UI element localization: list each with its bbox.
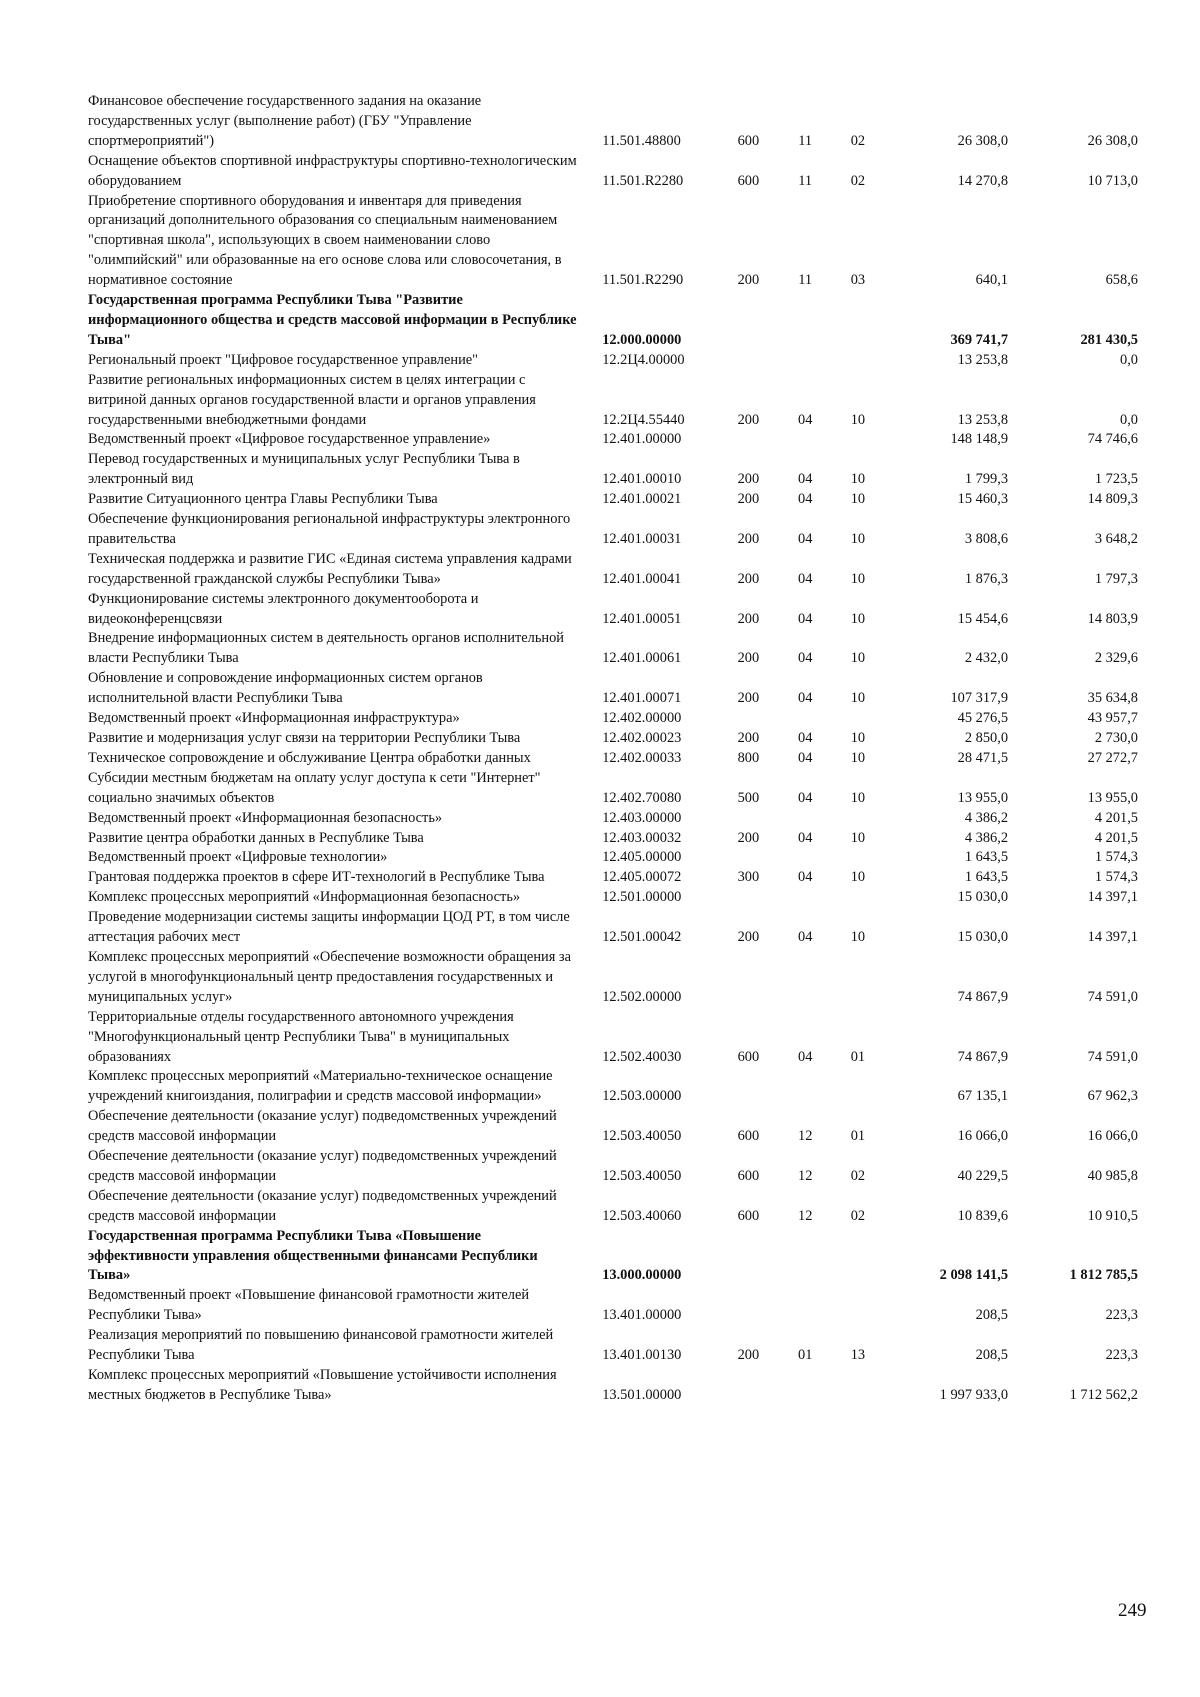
row-code: 12.403.00000 (602, 809, 682, 826)
row-subsection (832, 948, 884, 1008)
row-code: 12.503.40050 (602, 1128, 682, 1145)
row-name: Территориальные отделы государственного автономного учреждения "Многофункциональный центр Республики Тыва" в муниципальных образованиях (88, 1008, 514, 1065)
row-code: 12.503.40060 (602, 1207, 682, 1224)
row-section: 04 (798, 570, 813, 587)
row-section (778, 430, 832, 450)
row-expense-type (718, 351, 778, 371)
row-sum-year1: 369 741,7 (950, 331, 1009, 348)
row-sum-year1: 13 955,0 (957, 789, 1009, 806)
row-code: 11.501.R2290 (602, 272, 684, 289)
row-subsection: 10 (850, 491, 866, 508)
row-code: 12.2Ц4.55440 (602, 411, 685, 428)
row-sum-year1: 45 276,5 (957, 710, 1009, 727)
row-sum-year2: 0,0 (1120, 351, 1138, 368)
row-code: 12.502.40030 (602, 1048, 682, 1065)
row-subsection: 10 (850, 789, 866, 806)
row-sum-year1: 28 471,5 (957, 749, 1009, 766)
row-name: Государственная программа Республики Тыва "Развитие информационного общества и средств массовой информации в Республике Тыва" (88, 292, 577, 348)
table-row (88, 709, 1138, 729)
table-row (88, 829, 1138, 849)
row-section (778, 1366, 832, 1406)
row-section: 04 (798, 690, 813, 707)
row-section: 11 (798, 272, 813, 289)
row-expense-type: 200 (737, 570, 760, 587)
row-sum-year1: 15 030,0 (957, 929, 1009, 946)
row-sum-year2: 10 910,5 (1087, 1207, 1138, 1224)
row-subsection: 02 (850, 172, 866, 189)
row-code: 11.501.R2280 (602, 172, 684, 189)
row-sum-year2: 223,3 (1105, 1307, 1138, 1324)
row-section: 12 (798, 1207, 813, 1224)
table-row (88, 1187, 1138, 1227)
row-code: 11.501.48800 (602, 132, 681, 149)
row-section: 04 (798, 491, 813, 508)
row-sum-year1: 2 432,0 (964, 650, 1009, 667)
row-section: 04 (798, 650, 813, 667)
row-expense-type: 200 (737, 471, 760, 488)
row-section: 04 (798, 829, 813, 846)
row-section: 11 (798, 172, 813, 189)
row-subsection: 10 (850, 749, 866, 766)
row-name: Техническое сопровождение и обслуживание Центра обработки данных (88, 749, 531, 766)
row-subsection: 10 (850, 411, 866, 428)
row-subsection: 02 (850, 132, 866, 149)
row-subsection (832, 1286, 884, 1326)
row-sum-year1: 107 317,9 (950, 690, 1009, 707)
row-expense-type (718, 1227, 778, 1287)
row-sum-year2: 1 723,5 (1094, 471, 1138, 488)
row-name: Перевод государственных и муниципальных услуг Республики Тыва в электронный вид (88, 451, 520, 488)
row-code: 12.402.00000 (602, 710, 682, 727)
row-expense-type: 600 (737, 172, 760, 189)
table-row (88, 769, 1138, 809)
row-sum-year2: 2 329,6 (1094, 650, 1138, 667)
row-name: Субсидии местным бюджетам на оплату услуг доступа к сети "Интернет" социально значимых объектов (88, 769, 541, 806)
row-expense-type: 200 (737, 730, 760, 746)
row-name: Проведение модернизации системы защиты информации ЦОД РТ, в том числе аттестация рабочих мест (88, 909, 570, 946)
row-sum-year2: 14 397,1 (1087, 889, 1138, 906)
row-name: Приобретение спортивного оборудования и инвентаря для приведения организаций дополнительного образования со специальным наименованием "спортивная школа", использующих в своем наименовании слово "олимпийский" или образованные на его основе слова или словосочетания, в нормативное состояние (88, 192, 562, 289)
row-sum-year2: 658,6 (1105, 272, 1138, 289)
table-row (88, 868, 1138, 888)
row-section: 04 (798, 789, 813, 806)
row-section (778, 848, 832, 868)
row-sum-year1: 3 808,6 (964, 530, 1009, 547)
row-sum-year2: 0,0 (1120, 411, 1138, 428)
row-expense-type: 600 (737, 1207, 760, 1224)
row-subsection: 10 (850, 650, 866, 667)
row-sum-year2: 13 955,0 (1087, 789, 1138, 806)
row-expense-type: 200 (737, 610, 760, 627)
row-sum-year2: 4 201,5 (1094, 809, 1138, 826)
row-subsection: 10 (850, 730, 866, 746)
row-name: Региональный проект "Цифровое государственное управление" (88, 351, 479, 368)
row-expense-type: 200 (737, 1347, 760, 1364)
row-expense-type: 600 (737, 132, 760, 149)
row-sum-year2: 14 803,9 (1087, 610, 1138, 627)
table-row (88, 749, 1138, 769)
row-subsection (832, 888, 884, 908)
row-section (778, 291, 832, 351)
row-subsection: 02 (850, 1167, 866, 1184)
row-sum-year1: 15 030,0 (957, 889, 1009, 906)
row-name: Ведомственный проект «Повышение финансовой грамотности жителей Республики Тыва» (88, 1287, 530, 1324)
row-section (778, 1067, 832, 1107)
row-sum-year2: 14 397,1 (1087, 929, 1138, 946)
row-sum-year1: 15 454,6 (957, 610, 1009, 627)
row-sum-year1: 4 386,2 (964, 809, 1009, 826)
row-sum-year1: 15 460,3 (957, 491, 1009, 508)
row-code: 12.000.00000 (602, 331, 682, 348)
row-name: Реализация мероприятий по повышению финансовой грамотности жителей Республики Тыва (88, 1327, 554, 1364)
row-subsection: 10 (850, 829, 866, 846)
row-name: Финансовое обеспечение государственного задания на оказание государственных услуг (выполнение работ) (ГБУ "Управление спортмероприятий") (88, 93, 482, 149)
row-code: 12.503.40050 (602, 1167, 682, 1184)
row-name: Ведомственный проект «Цифровые технологии» (88, 849, 388, 866)
row-expense-type: 200 (737, 829, 760, 846)
program-row (88, 291, 1138, 351)
row-sum-year2: 223,3 (1105, 1347, 1138, 1364)
row-name: Оснащение объектов спортивной инфраструктуры спортивно-технологическим оборудованием (88, 152, 577, 189)
program-row (88, 1227, 1138, 1287)
table-row (88, 1286, 1138, 1326)
row-subsection: 13 (850, 1347, 866, 1364)
row-name: Ведомственный проект «Цифровое государственное управление» (88, 431, 491, 448)
table-row (88, 1067, 1138, 1107)
row-code: 13.401.00000 (602, 1307, 682, 1324)
table-row (88, 351, 1138, 371)
row-code: 12.501.00042 (602, 929, 682, 946)
budget-table-body (88, 92, 1138, 1406)
row-sum-year1: 74 867,9 (957, 1048, 1009, 1065)
row-code: 12.401.00010 (602, 471, 682, 488)
row-sum-year2: 1 574,3 (1094, 869, 1138, 886)
row-section: 01 (798, 1347, 813, 1364)
row-subsection: 10 (850, 929, 866, 946)
table-row (88, 590, 1138, 630)
row-name: Ведомственный проект «Информационная инфраструктура» (88, 710, 460, 727)
row-section: 04 (798, 411, 813, 428)
row-sum-year2: 43 957,7 (1087, 710, 1138, 727)
row-expense-type: 600 (737, 1128, 760, 1145)
row-sum-year1: 14 270,8 (957, 172, 1009, 189)
row-sum-year2: 27 272,7 (1087, 749, 1138, 766)
row-code: 13.000.00000 (602, 1267, 682, 1284)
row-expense-type (718, 1067, 778, 1107)
row-section: 04 (798, 610, 813, 627)
row-sum-year1: 2 098 141,5 (939, 1267, 1009, 1284)
row-subsection (832, 709, 884, 729)
row-code: 12.405.00000 (602, 849, 682, 866)
row-name: Комплекс процессных мероприятий «Информационная безопасность» (88, 889, 521, 906)
row-name: Комплекс процессных мероприятий «Материально-техническое оснащение учреждений книгоиздания, полиграфии и средств массовой информации» (88, 1068, 553, 1105)
row-subsection: 10 (850, 530, 866, 547)
row-subsection: 10 (850, 610, 866, 627)
row-code: 12.401.00000 (602, 431, 682, 448)
row-expense-type: 600 (737, 1048, 760, 1065)
row-subsection (832, 1227, 884, 1287)
row-expense-type (718, 430, 778, 450)
table-row (88, 1326, 1138, 1366)
row-subsection: 10 (850, 471, 866, 488)
row-name: Функционирование системы электронного документооборота и видеоконференцсвязи (88, 590, 479, 627)
row-code: 12.402.70080 (602, 789, 682, 806)
table-row (88, 92, 1138, 152)
row-code: 12.401.00051 (602, 610, 682, 627)
row-subsection: 01 (850, 1128, 866, 1145)
row-section: 04 (798, 869, 813, 886)
row-sum-year1: 208,5 (975, 1307, 1009, 1324)
row-name: Обеспечение деятельности (оказание услуг) подведомственных учреждений средств массовой информации (88, 1187, 557, 1224)
row-code: 12.402.00033 (602, 749, 682, 766)
row-section: 04 (798, 471, 813, 488)
table-row (88, 1107, 1138, 1147)
table-row (88, 152, 1138, 192)
row-sum-year2: 281 430,5 (1080, 331, 1138, 348)
row-sum-year1: 13 253,8 (957, 411, 1009, 428)
row-expense-type: 600 (737, 1167, 760, 1184)
table-row (88, 908, 1138, 948)
table-row (88, 550, 1138, 590)
row-name: Развитие Ситуационного центра Главы Республики Тыва (88, 491, 438, 508)
row-name: Комплекс процессных мероприятий «Обеспечение возможности обращения за услугой в многофункциональный центр предоставления государственных и муниципальных услуг» (88, 948, 572, 1005)
row-sum-year2: 35 634,8 (1087, 690, 1138, 707)
row-expense-type: 200 (737, 929, 760, 946)
row-name: Развитие центра обработки данных в Республике Тыва (88, 829, 424, 846)
row-expense-type (718, 1366, 778, 1406)
row-sum-year1: 1 997 933,0 (939, 1386, 1009, 1403)
table-row (88, 629, 1138, 669)
row-expense-type (718, 948, 778, 1008)
row-section (778, 948, 832, 1008)
row-sum-year2: 74 591,0 (1087, 988, 1138, 1005)
table-row (88, 371, 1138, 431)
table-row (88, 809, 1138, 829)
row-subsection: 10 (850, 570, 866, 587)
row-section (778, 351, 832, 371)
row-subsection (832, 430, 884, 450)
row-code: 12.401.00061 (602, 650, 682, 667)
row-sum-year2: 14 809,3 (1087, 491, 1138, 508)
row-code: 12.502.00000 (602, 988, 682, 1005)
row-section: 04 (798, 929, 813, 946)
row-section: 04 (798, 1048, 813, 1065)
row-subsection (832, 351, 884, 371)
row-sum-year2: 16 066,0 (1087, 1128, 1138, 1145)
row-sum-year1: 1 643,5 (964, 849, 1009, 866)
table-row (88, 490, 1138, 510)
row-sum-year1: 148 148,9 (950, 431, 1009, 448)
row-name: Обеспечение функционирования региональной инфраструктуры электронного правительства (88, 511, 571, 547)
row-expense-type: 200 (737, 690, 760, 707)
row-code: 12.401.00031 (602, 530, 682, 547)
row-sum-year2: 1 712 562,2 (1069, 1386, 1138, 1403)
row-sum-year2: 3 648,2 (1094, 530, 1138, 547)
budget-table-page (88, 92, 1138, 1406)
row-section: 04 (798, 530, 813, 547)
row-expense-type (718, 848, 778, 868)
row-expense-type: 200 (737, 530, 760, 547)
row-sum-year2: 1 574,3 (1094, 849, 1138, 866)
row-code: 12.402.00023 (602, 730, 682, 746)
row-code: 12.403.00032 (602, 829, 682, 846)
page-number: 249 (1118, 1600, 1147, 1621)
table-row (88, 1366, 1138, 1406)
table-row (88, 669, 1138, 709)
row-section: 11 (798, 132, 813, 149)
row-section (778, 709, 832, 729)
row-code: 13.501.00000 (602, 1386, 682, 1403)
row-sum-year1: 4 386,2 (964, 829, 1009, 846)
budget-table (88, 92, 1138, 1406)
row-subsection (832, 1067, 884, 1107)
row-code: 12.501.00000 (602, 889, 682, 906)
row-sum-year1: 1 799,3 (964, 471, 1009, 488)
row-expense-type: 200 (737, 411, 760, 428)
row-sum-year2: 1 797,3 (1094, 570, 1138, 587)
row-code: 12.405.00072 (602, 869, 682, 886)
table-row (88, 192, 1138, 292)
table-row (88, 1008, 1138, 1068)
row-code: 12.2Ц4.00000 (602, 351, 685, 368)
table-row (88, 430, 1138, 450)
row-sum-year2: 10 713,0 (1087, 172, 1138, 189)
row-sum-year1: 16 066,0 (957, 1128, 1009, 1145)
row-subsection: 02 (850, 1207, 866, 1224)
row-name: Обновление и сопровождение информационных систем органов исполнительной власти Республики Тыва (88, 670, 483, 707)
row-code: 13.401.00130 (602, 1347, 682, 1364)
row-sum-year2: 74 746,6 (1087, 431, 1138, 448)
table-row (88, 450, 1138, 490)
row-name: Обеспечение деятельности (оказание услуг) подведомственных учреждений средств массовой информации (88, 1148, 557, 1184)
row-sum-year1: 1 643,5 (964, 869, 1009, 886)
table-row (88, 848, 1138, 868)
row-sum-year1: 2 850,0 (964, 730, 1009, 746)
row-code: 12.401.00021 (602, 491, 682, 508)
row-subsection: 03 (850, 272, 866, 289)
row-expense-type: 200 (737, 272, 760, 289)
row-sum-year2: 26 308,0 (1087, 132, 1138, 149)
row-section (778, 888, 832, 908)
row-section (778, 809, 832, 829)
row-expense-type (718, 888, 778, 908)
row-subsection (832, 809, 884, 829)
table-row (88, 510, 1138, 550)
row-section: 12 (798, 1167, 813, 1184)
row-code: 12.401.00071 (602, 690, 682, 707)
row-sum-year1: 40 229,5 (957, 1167, 1009, 1184)
row-subsection: 10 (850, 690, 866, 707)
row-expense-type (718, 1286, 778, 1326)
row-sum-year1: 208,5 (975, 1347, 1009, 1364)
row-sum-year2: 40 985,8 (1087, 1167, 1138, 1184)
row-subsection: 10 (850, 869, 866, 886)
row-expense-type (718, 809, 778, 829)
row-expense-type (718, 291, 778, 351)
row-sum-year1: 26 308,0 (957, 132, 1009, 149)
table-row (88, 1147, 1138, 1187)
row-subsection (832, 848, 884, 868)
row-section: 04 (798, 749, 813, 766)
row-expense-type: 500 (737, 789, 760, 806)
row-expense-type: 300 (737, 869, 760, 886)
row-name: Комплекс процессных мероприятий «Повышение устойчивости исполнения местных бюджетов в Республике Тыва» (88, 1367, 557, 1403)
row-sum-year2: 2 730,0 (1094, 730, 1138, 746)
row-name: Развитие региональных информационных систем в целях интеграции с витриной данных органов государственной власти и органов управления государственными внебюджетными фондами (88, 371, 536, 428)
row-name: Техническая поддержка и развитие ГИС «Единая система управления кадрами государственной гражданской службы Республики Тыва» (88, 550, 572, 587)
row-name: Развитие и модернизация услуг связи на территории Республики Тыва (88, 730, 521, 746)
row-section: 12 (798, 1128, 813, 1145)
row-expense-type: 200 (737, 650, 760, 667)
row-name: Обеспечение деятельности (оказание услуг) подведомственных учреждений средств массовой информации (88, 1108, 557, 1145)
row-name: Грантовая поддержка проектов в сфере ИТ-технологий в Республике Тыва (88, 869, 545, 886)
row-expense-type (718, 709, 778, 729)
row-name: Государственная программа Республики Тыва «Повышение эффективности управления общественными финансами Республики Тыва» (88, 1227, 538, 1284)
row-name: Внедрение информационных систем в деятельность органов исполнительной власти Республики Тыва (88, 630, 565, 667)
row-name: Ведомственный проект «Информационная безопасность» (88, 809, 443, 826)
row-sum-year1: 67 135,1 (957, 1088, 1009, 1105)
row-sum-year2: 67 962,3 (1087, 1088, 1138, 1105)
table-row (88, 729, 1138, 749)
row-sum-year1: 10 839,6 (957, 1207, 1009, 1224)
table-row (88, 888, 1138, 908)
row-code: 12.503.00000 (602, 1088, 682, 1105)
row-subsection (832, 291, 884, 351)
row-code: 12.401.00041 (602, 570, 682, 587)
row-sum-year2: 4 201,5 (1094, 829, 1138, 846)
row-sum-year1: 640,1 (975, 272, 1009, 289)
table-row (88, 948, 1138, 1008)
row-subsection: 01 (850, 1048, 866, 1065)
row-sum-year1: 74 867,9 (957, 988, 1009, 1005)
row-sum-year2: 74 591,0 (1087, 1048, 1138, 1065)
row-section (778, 1286, 832, 1326)
row-sum-year2: 1 812 785,5 (1069, 1267, 1138, 1284)
row-section: 04 (798, 730, 813, 746)
row-subsection (832, 1366, 884, 1406)
row-expense-type: 200 (737, 491, 760, 508)
row-sum-year1: 1 876,3 (964, 570, 1009, 587)
row-section (778, 1227, 832, 1287)
row-expense-type: 800 (737, 749, 760, 766)
row-sum-year1: 13 253,8 (957, 351, 1009, 368)
